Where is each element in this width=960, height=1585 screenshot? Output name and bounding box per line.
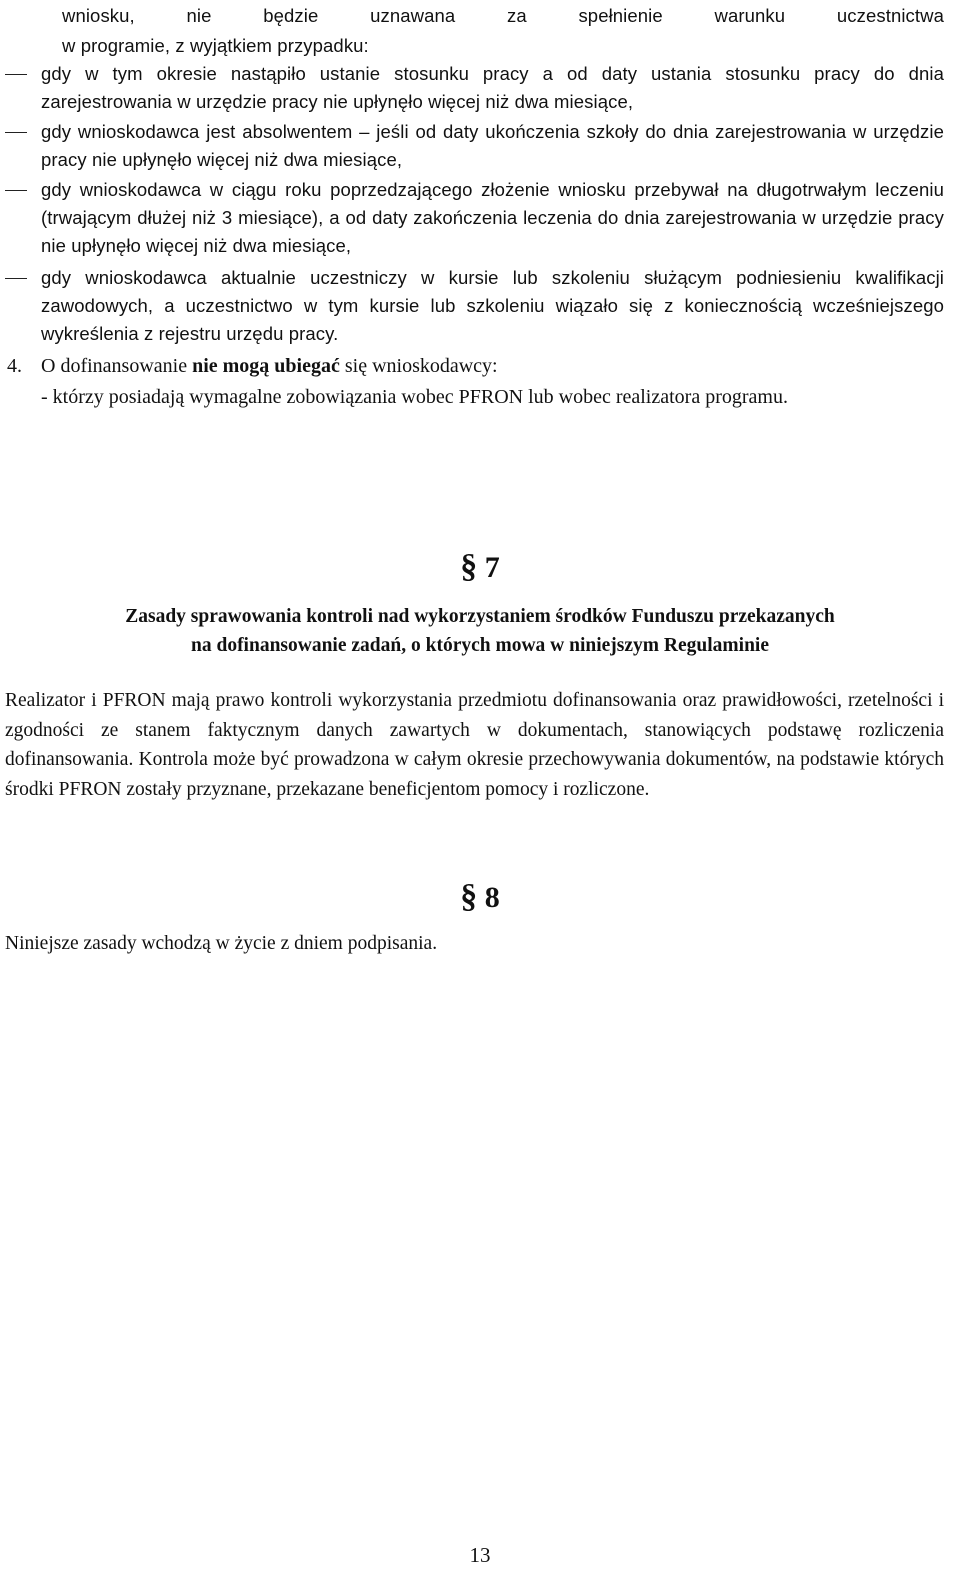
intro-line-2: w programie, z wyjątkiem przypadku: [62, 35, 369, 56]
section-7-heading-line-1: Zasady sprawowania kontroli nad wykorzystaniem środków Funduszu przekazanych [125, 606, 835, 627]
point-4-item: - którzy posiadają wymagalne zobowiązania wobec PFRON lub wobec realizatora programu. [41, 386, 788, 408]
exception-item-4 [41, 264, 944, 348]
section-sign: § [460, 878, 478, 915]
section-7-heading [10, 602, 950, 660]
point-4-text-before: O dofinansowanie [41, 355, 193, 377]
exception-text-3: gdy wnioskodawca w ciągu roku poprzedzającego złożenie wniosku przebywał na długotrwałym leczeniu (trwającym dłużej niż 3 miesiące), a od daty zakończenia leczenia do dnia zarejestrowania w urzędzie pracy nie upłynęło więcej niż dwa miesiące, [41, 179, 944, 256]
point-4-number: 4. [7, 355, 22, 377]
section-8-body: Niniejsze zasady wchodzą w życie z dniem podpisania. [5, 933, 438, 954]
point-4-text-after: się wnioskodawcy: [339, 355, 498, 377]
exception-item-2 [41, 118, 944, 174]
section-7-marker [0, 550, 960, 585]
exception-text-1: gdy w tym okresie nastąpiło ustanie stosunku pracy a od daty ustania stosunku pracy do dnia zarejestrowania w urzędzie pracy nie upłynęło więcej niż dwa miesiące, [41, 63, 944, 112]
exception-item-3 [41, 176, 944, 260]
section-8-number: 8 [484, 881, 500, 914]
section-7-body: Realizator i PFRON mają prawo kontroli wykorzystania przedmiotu dofinansowania oraz prawidłowości, rzetelności i zgodności ze stanem faktycznym danych zawartych w dokumentach, stanowiących podstawę rozliczenia dofinansowania. Kontrola może być prowadzona w całym okresie przechowywania dokumentów, na podstawie których środki PFRON zostały przyznane, przekazane beneficjentom pomocy i rozliczone. [5, 690, 944, 800]
point-4-text-bold: nie mogą ubiegać [192, 355, 340, 377]
exception-text-2: gdy wnioskodawca jest absolwentem – jeśli od daty ukończenia szkoły do dnia zarejestrowania w urzędzie pracy nie upłynęło więcej niż dwa miesiące, [41, 121, 944, 170]
intro-line-1: wniosku, nie będzie uznawana za spełnienie warunku uczestnictwa [62, 5, 944, 26]
point-4 [7, 352, 944, 381]
exception-text-4: gdy wnioskodawca aktualnie uczestniczy w kursie lub szkoleniu służącym podniesieniu kwalifikacji zawodowych, a uczestnictwo w tym kursie lub szkoleniu wiązało się z koniecznością wcześniejszego wykreślenia z rejestru urzędu pracy. [41, 267, 944, 344]
exception-item-1 [41, 60, 944, 116]
section-8-marker [0, 880, 960, 915]
section-7-number: 7 [484, 551, 500, 584]
page-number: 13 [469, 1543, 491, 1567]
section-7-heading-line-2: na dofinansowanie zadań, o których mowa w niniejszym Regulaminie [191, 635, 769, 656]
section-sign: § [460, 548, 478, 585]
